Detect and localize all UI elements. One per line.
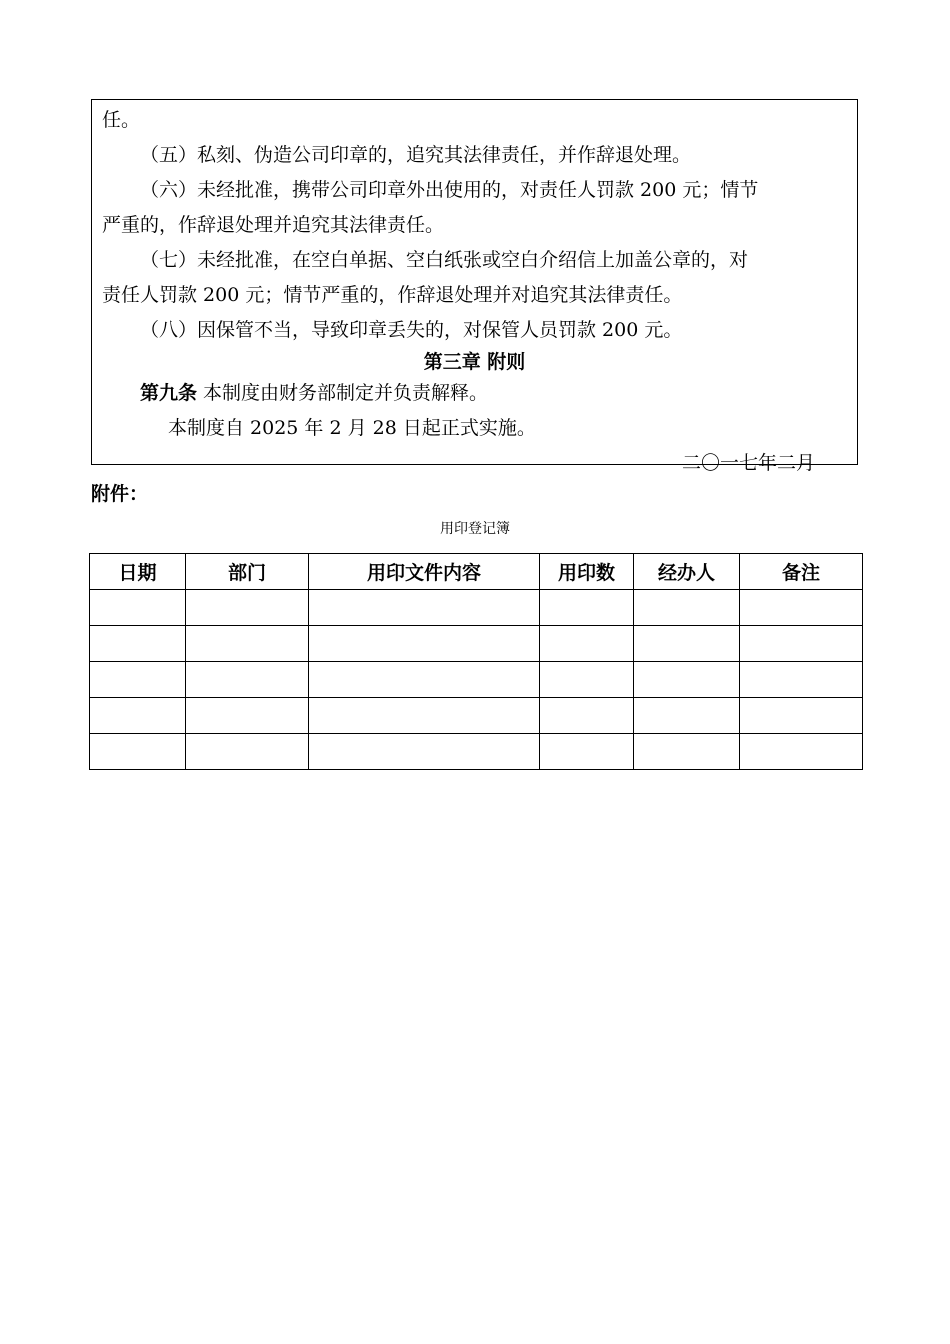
table-title: 用印登记簿 — [440, 521, 510, 537]
effective-date-line: 本制度自 2025 年 2 月 28 日起正式实施。 — [168, 417, 536, 439]
table-cell — [90, 590, 186, 626]
table-cell — [309, 626, 540, 662]
table-cell — [309, 734, 540, 770]
table-cell — [90, 698, 186, 734]
table-row — [90, 698, 863, 734]
table-cell — [634, 734, 740, 770]
table-cell — [634, 590, 740, 626]
table-cell — [186, 698, 309, 734]
table-cell — [740, 626, 863, 662]
text-line: 任。 — [102, 109, 141, 131]
table-cell — [186, 626, 309, 662]
text-line: （八）因保管不当，导致印章丢失的，对保管人员罚款 200 元。 — [140, 319, 683, 341]
text-line: （五）私刻、伪造公司印章的，追究其法律责任，并作辞退处理。 — [140, 144, 692, 166]
table-row — [90, 662, 863, 698]
table-row — [90, 626, 863, 662]
column-header-handler: 经办人 — [634, 554, 740, 590]
table-cell — [634, 662, 740, 698]
table-cell — [740, 698, 863, 734]
table-cell — [309, 662, 540, 698]
text-line: 责任人罚款 200 元；情节严重的，作辞退处理并对追究其法律责任。 — [102, 284, 683, 306]
table-header-row — [90, 554, 863, 590]
chapter-heading: 第三章 附则 — [423, 351, 526, 373]
table-cell — [90, 662, 186, 698]
table-cell — [740, 590, 863, 626]
article-text: 本制度由财务部制定并负责解释。 — [197, 382, 489, 404]
column-header-date: 日期 — [90, 554, 186, 590]
table-cell — [186, 590, 309, 626]
document-date: 二〇一七年二月 — [681, 452, 815, 474]
text-line: 严重的，作辞退处理并追究其法律责任。 — [102, 214, 445, 236]
regulation-text-box — [91, 99, 858, 474]
table-cell — [540, 626, 634, 662]
attachment-label: 附件： — [91, 483, 149, 505]
column-header-seal-count: 用印数 — [540, 554, 634, 590]
table-cell — [634, 698, 740, 734]
seal-registry-table — [89, 553, 863, 770]
table-row — [90, 734, 863, 770]
column-header-department: 部门 — [186, 554, 309, 590]
table-cell — [540, 590, 634, 626]
article-label: 第九条 — [140, 382, 198, 404]
column-header-remarks: 备注 — [740, 554, 863, 590]
table-cell — [90, 626, 186, 662]
table-cell — [540, 734, 634, 770]
text-line: （七）未经批准，在空白单据、空白纸张或空白介绍信上加盖公章的，对 — [140, 249, 749, 271]
column-header-document-content: 用印文件内容 — [309, 554, 540, 590]
table-cell — [186, 734, 309, 770]
table-cell — [309, 698, 540, 734]
text-line: （六）未经批准，携带公司印章外出使用的，对责任人罚款 200 元；情节 — [140, 179, 759, 201]
table-cell — [740, 662, 863, 698]
table-cell — [540, 662, 634, 698]
table-cell — [634, 626, 740, 662]
table-row — [90, 590, 863, 626]
table-cell — [540, 698, 634, 734]
table-cell — [90, 734, 186, 770]
table-cell — [186, 662, 309, 698]
article-line — [102, 376, 847, 411]
table-cell — [740, 734, 863, 770]
table-cell — [309, 590, 540, 626]
